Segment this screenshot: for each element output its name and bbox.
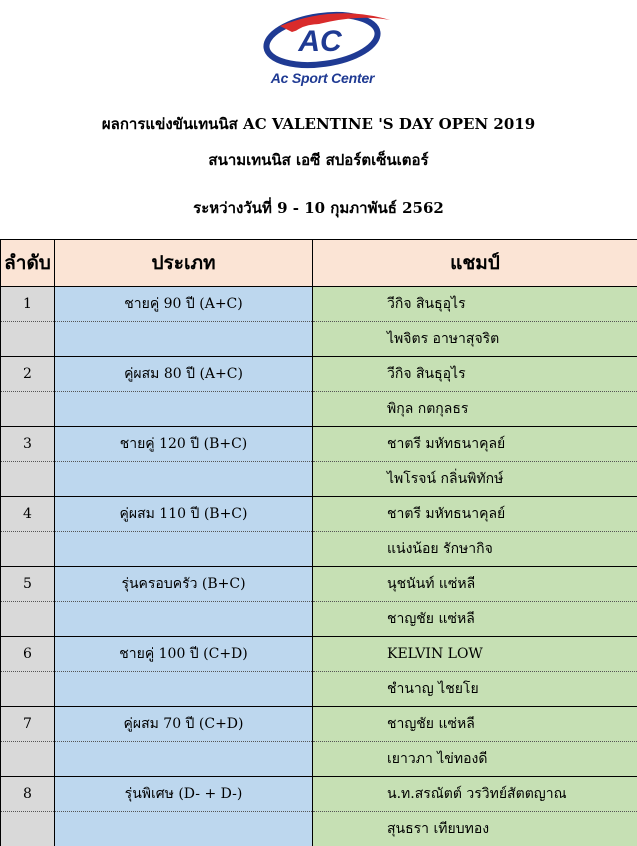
- table-row: [1, 497, 637, 532]
- table-header-row: [1, 240, 637, 287]
- champion-cell: วีกิจ สินธุอุไร: [313, 287, 637, 322]
- type-cell: คู่ผสม 110 ปี (B+C): [55, 497, 313, 532]
- rank-cell: 7: [1, 707, 55, 742]
- type-cell-empty: [55, 392, 313, 427]
- table-row: [1, 532, 637, 567]
- champion-cell: ชาตรี มหัทธนาคุลย์: [313, 427, 637, 462]
- type-cell: รุ่นครอบครัว (B+C): [55, 567, 313, 602]
- rank-cell-empty: [1, 672, 55, 707]
- rank-cell: 6: [1, 637, 55, 672]
- rank-cell: 2: [1, 357, 55, 392]
- logo-caption: Ac Sport Center: [270, 70, 375, 86]
- rank-cell: 3: [1, 427, 55, 462]
- logo-mark-icon: [240, 6, 405, 70]
- champion-cell: ไพโรจน์ กลิ่นพิทักษ์: [313, 462, 637, 497]
- type-cell-empty: [55, 602, 313, 637]
- champion-cell: พิกุล กตกุลธร: [313, 392, 637, 427]
- type-cell: ชายคู่ 100 ปี (C+D): [55, 637, 313, 672]
- type-cell-empty: [55, 812, 313, 846]
- champion-cell: ชำนาญ ไชยโย: [313, 672, 637, 707]
- champion-cell: ชาญชัย แซ่หลี: [313, 707, 637, 742]
- rank-cell-empty: [1, 812, 55, 846]
- champion-cell: KELVIN LOW: [313, 637, 637, 672]
- type-cell: ชายคู่ 90 ปี (A+C): [55, 287, 313, 322]
- type-cell-empty: [55, 532, 313, 567]
- type-cell-empty: [55, 672, 313, 707]
- rank-cell-empty: [1, 532, 55, 567]
- champion-cell: นุชนันท์ แซ่หลี: [313, 567, 637, 602]
- type-cell-empty: [55, 322, 313, 357]
- column-header-rank: ลำดับ: [1, 240, 55, 287]
- type-cell-empty: [55, 462, 313, 497]
- rank-cell: 8: [1, 777, 55, 812]
- column-header-type: ประเภท: [55, 240, 313, 287]
- column-header-champion: แชมป์: [313, 240, 637, 287]
- champion-cell: แน่งน้อย รักษากิจ: [313, 532, 637, 567]
- champion-cell: ไพจิตร อาษาสุจริต: [313, 322, 637, 357]
- rank-cell-empty: [1, 742, 55, 777]
- rank-cell-empty: [1, 602, 55, 637]
- table-row: [1, 637, 637, 672]
- type-cell: รุ่นพิเศษ (D- + D-): [55, 777, 313, 812]
- table-row: [1, 812, 637, 846]
- table-row: [1, 567, 637, 602]
- rank-cell-empty: [1, 322, 55, 357]
- ac-sport-center-logo: [240, 6, 405, 92]
- table-row: [1, 707, 637, 742]
- type-cell: ชายคู่ 120 ปี (B+C): [55, 427, 313, 462]
- table-row: [1, 602, 637, 637]
- champion-cell: เยาวภา ไข่ทองดี: [313, 742, 637, 777]
- table-row: [1, 357, 637, 392]
- champion-cell: น.ท.สรณัตต์ วรวิทย์สัตตญาณ: [313, 777, 637, 812]
- champion-cell: วีกิจ สินธุอุไร: [313, 357, 637, 392]
- table-row: [1, 777, 637, 812]
- table-row: [1, 462, 637, 497]
- table-row: [1, 672, 637, 707]
- rank-cell: 1: [1, 287, 55, 322]
- page-title: ผลการแข่งขันเทนนิส AC VALENTINE 'S DAY OPEN 2019: [101, 115, 536, 133]
- champion-cell: ชาตรี มหัทธนาคุลย์: [313, 497, 637, 532]
- rank-cell: 4: [1, 497, 55, 532]
- type-cell: คู่ผสม 70 ปี (C+D): [55, 707, 313, 742]
- table-row: [1, 392, 637, 427]
- date-line: ระหว่างวันที่ 9 - 10 กุมภาพันธ์ 2562: [193, 199, 444, 217]
- champion-cell: สุนธรา เทียบทอง: [313, 812, 637, 846]
- table-row: [1, 287, 637, 322]
- table-row: [1, 742, 637, 777]
- type-cell: คู่ผสม 80 ปี (A+C): [55, 357, 313, 392]
- rank-cell-empty: [1, 462, 55, 497]
- type-cell-empty: [55, 742, 313, 777]
- rank-cell: 5: [1, 567, 55, 602]
- champion-cell: ชาญชัย แซ่หลี: [313, 602, 637, 637]
- venue-line: สนามเทนนิส เอซี สปอร์ตเซ็นเตอร์: [208, 151, 429, 169]
- table-row: [1, 427, 637, 462]
- table-row: [1, 322, 637, 357]
- results-table: [0, 239, 637, 846]
- logo-letters: AC: [298, 25, 342, 58]
- rank-cell-empty: [1, 392, 55, 427]
